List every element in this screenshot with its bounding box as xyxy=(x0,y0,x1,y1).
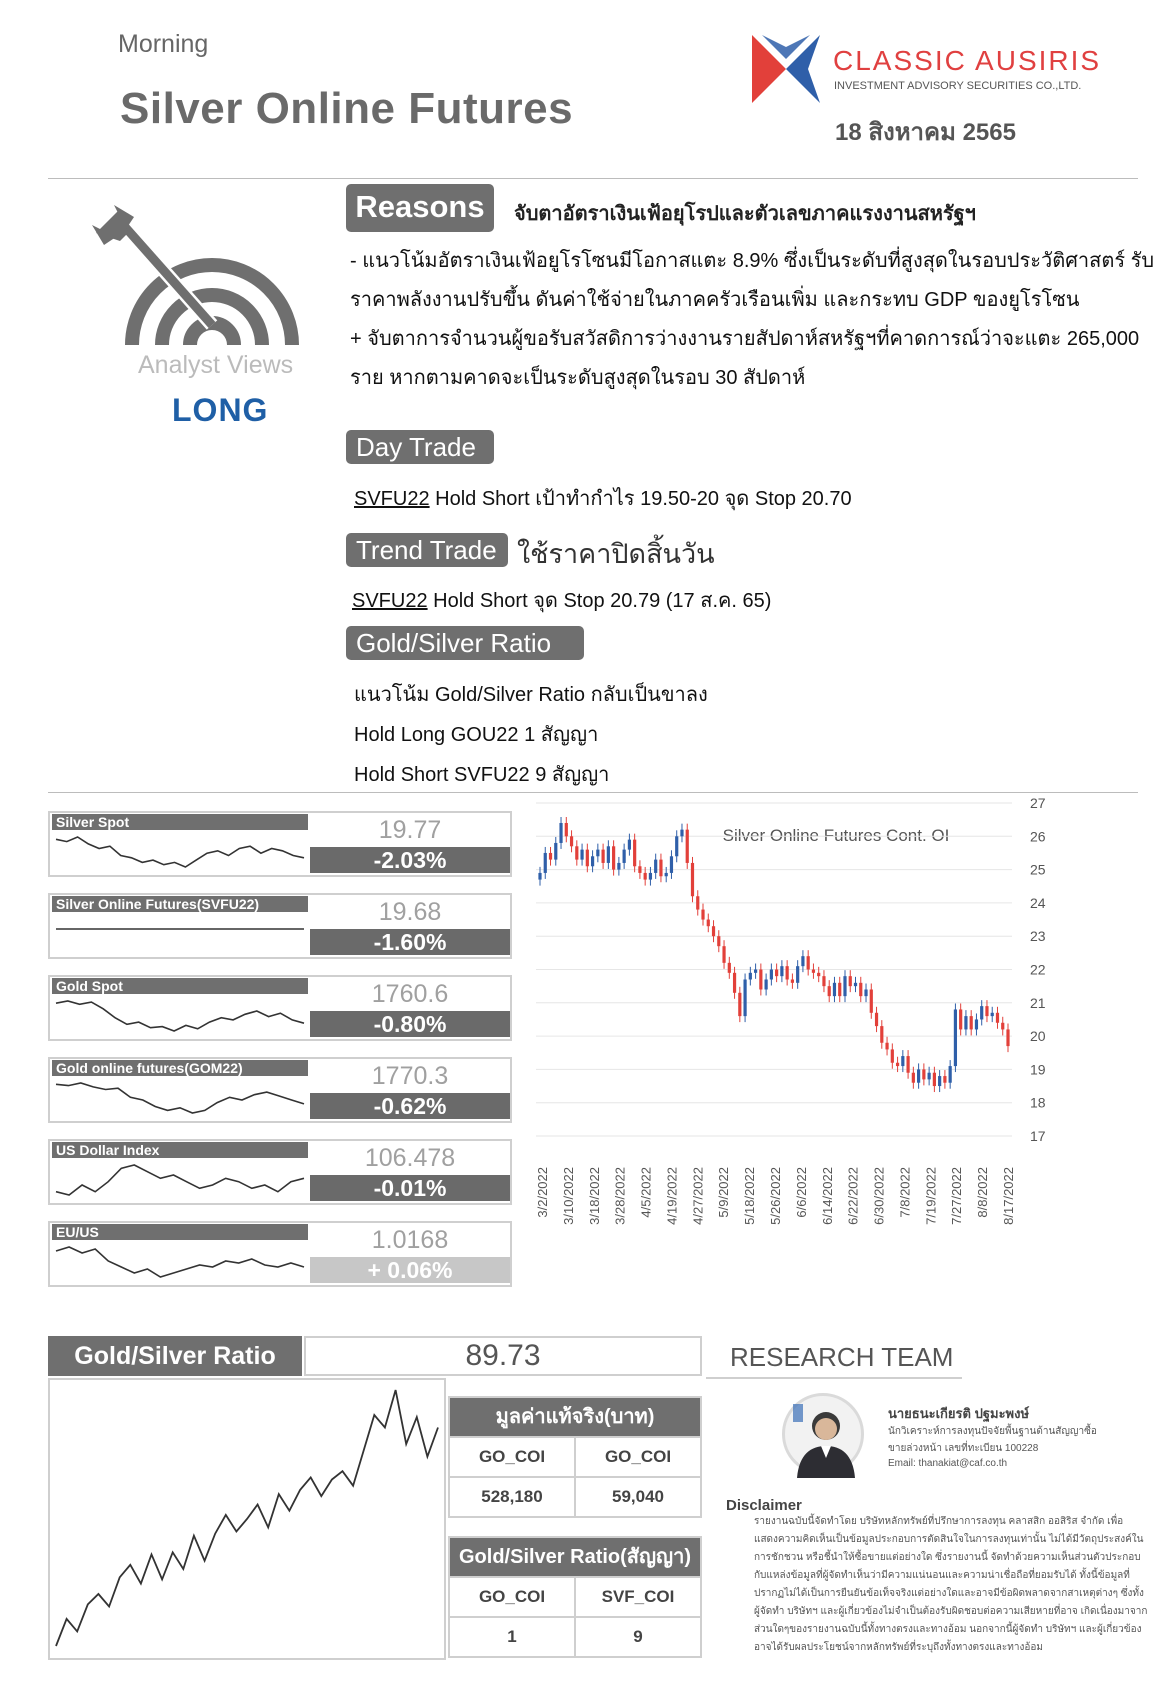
candle-body xyxy=(928,1073,931,1080)
candle-body xyxy=(791,979,794,982)
candle-body xyxy=(696,896,699,909)
analyst-email: Email: thanakiat@caf.co.th xyxy=(888,1458,1008,1469)
market-change: -0.62% xyxy=(310,1093,510,1119)
analyst-license: ขายล่วงหน้า เลขที่ทะเบียน 100228 xyxy=(888,1443,1039,1454)
table-cell: 1 xyxy=(507,1627,517,1646)
candle-body xyxy=(970,1016,973,1029)
ratio-line xyxy=(56,1390,438,1646)
y-tick-label: 27 xyxy=(1030,795,1046,811)
candle-body xyxy=(670,856,673,873)
x-tick-label: 7/27/2022 xyxy=(949,1167,965,1225)
candle-body xyxy=(854,983,857,986)
trend-trade-tag: Trend Trade xyxy=(346,533,508,567)
day-trade-text: Hold Short เป้าทำกำไร 19.50-20 จุด Stop 20.70 xyxy=(429,488,852,510)
disclaimer-line: อาจได้รับผลประโยชน์จากหลักทรัพย์ที่ระบุถึงทั้งทางตรงและทางอ้อม xyxy=(754,1642,1043,1653)
x-tick-label: 4/19/2022 xyxy=(664,1167,680,1225)
y-tick-label: 23 xyxy=(1030,928,1046,945)
research-team-title: RESEARCH TEAM xyxy=(730,1342,954,1372)
header-divider xyxy=(48,178,1138,179)
y-tick-label: 20 xyxy=(1030,1028,1046,1045)
candle-body xyxy=(880,1026,883,1043)
disclaimer-line: รายงานฉบับนี้จัดทำโดย บริษัทหลักทรัพย์ที่ปรึกษาการลงทุน คลาสสิก ออสิริส จำกัด เพื่อ xyxy=(754,1516,1124,1527)
x-tick-label: 4/5/2022 xyxy=(638,1167,654,1218)
day-trade-line xyxy=(354,482,852,514)
market-change: + 0.06% xyxy=(310,1257,510,1283)
candle-body xyxy=(864,989,867,996)
sparkline-path xyxy=(56,837,304,867)
reason-line: + จับตาการจำนวนผู้ขอรับสวัสดิการว่างงานรายสัปดาห์สหรัฐฯที่คาดการณ์ว่าจะแตะ 265,000 xyxy=(350,328,1140,350)
trend-trade-line xyxy=(352,584,771,616)
table-title: Gold/Silver Ratio(สัญญา) xyxy=(450,1538,700,1576)
x-tick-label: 5/18/2022 xyxy=(742,1167,758,1225)
table-title: มูลค่าแท้จริง(บาท) xyxy=(450,1398,700,1436)
x-tick-label: 5/9/2022 xyxy=(716,1167,732,1218)
candle-body xyxy=(644,873,647,880)
reason-line: ราคาพลังงานปรับขึ้น ดันค่าใช้จ่ายในภาคครัวเรือนเพิ่ม และกระทบ GDP ของยูโรโซน xyxy=(350,289,1080,311)
sparkline-path xyxy=(56,1083,304,1113)
market-name: Silver Online Futures(SVFU22) xyxy=(52,896,308,912)
table-cell: 528,180 xyxy=(481,1487,543,1506)
market-box-silver-futures xyxy=(48,893,512,959)
candle-body xyxy=(623,850,626,863)
candle-body xyxy=(817,973,820,976)
table-header-cell: GO_COI xyxy=(574,1438,700,1476)
candle-body xyxy=(580,850,583,860)
company-subtitle: INVESTMENT ADVISORY SECURITIES CO.,LTD. xyxy=(834,80,1082,92)
disclaimer-line: แสดงความคิดเห็นเป็นข้อมูลประกอบการตัดสินใจในการลงทุนเท่านั้น ไม่ได้มีวัตถุประสงค์ใน xyxy=(754,1534,1144,1545)
sparkline-path xyxy=(56,1001,304,1031)
y-tick-label: 21 xyxy=(1030,994,1046,1011)
candle-body xyxy=(980,1006,983,1019)
candle-body xyxy=(1006,1029,1009,1046)
target-arrow-icon xyxy=(92,205,312,355)
candle-body xyxy=(906,1056,909,1073)
candle-body xyxy=(891,1049,894,1062)
table-row xyxy=(450,1616,700,1656)
reason-line: - แนวโน้มอัตราเงินเฟ้อยูโรโซนมีโอกาสแตะ 8.9% ซึ่งเป็นระดับที่สูงสุดในรอบประวัติศาสตร์ รับ xyxy=(350,250,1155,272)
gold-silver-tag: Gold/Silver Ratio xyxy=(346,626,584,660)
x-tick-label: 4/27/2022 xyxy=(690,1167,706,1225)
market-name: Silver Spot xyxy=(52,814,308,830)
market-box-eurusd xyxy=(48,1221,512,1287)
candle-body xyxy=(738,993,741,1016)
session-label: Morning xyxy=(118,30,209,58)
candle-body xyxy=(843,976,846,996)
disclaimer-line: กับแหล่งข้อมูลที่ผู้จัดทำเห็นว่ามีความแน่นอนและความน่าเชื่อถือที่ยอมรับได้ ทั้งนี้ข้อมูลที่ xyxy=(754,1570,1130,1581)
market-box-silver-spot xyxy=(48,811,512,877)
company-logo xyxy=(752,33,1152,109)
market-name: EU/US xyxy=(52,1224,308,1240)
candle-body xyxy=(754,970,757,973)
candle-body xyxy=(707,920,710,927)
candle-body xyxy=(959,1009,962,1029)
candle-body xyxy=(686,830,689,863)
market-name: Gold online futures(GOM22) xyxy=(52,1060,308,1076)
market-sparkline xyxy=(54,997,306,1037)
market-change: -0.01% xyxy=(310,1175,510,1201)
trend-trade-symbol: SVFU22 xyxy=(352,590,428,612)
table-cell: 59,040 xyxy=(574,1478,700,1516)
candle-body xyxy=(743,979,746,1016)
market-price: 1.0168 xyxy=(371,1226,449,1254)
market-price: 1770.3 xyxy=(371,1062,449,1090)
reasons-tag: Reasons xyxy=(346,184,494,232)
analyst-name: นายธนะเกียรติ ปฐมะพงษ์ xyxy=(888,1406,1030,1421)
candle-body xyxy=(896,1063,899,1066)
table-header-cell: GO_COI xyxy=(478,1447,546,1466)
chart-title: Silver Online Futures Cont. OI xyxy=(722,826,950,845)
report-date: 18 สิงหาคม 2565 xyxy=(835,119,1016,146)
candle-body xyxy=(801,956,804,966)
x-tick-label: 3/18/2022 xyxy=(586,1167,602,1225)
y-tick-label: 17 xyxy=(1030,1128,1046,1144)
market-change: -2.03% xyxy=(310,847,510,873)
table-row xyxy=(450,1476,700,1516)
table-cell: 9 xyxy=(574,1618,700,1656)
trend-trade-note: ใช้ราคาปิดสิ้นวัน xyxy=(517,539,715,569)
candle-body xyxy=(575,846,578,859)
candle-body xyxy=(633,840,636,867)
sparkline-path xyxy=(56,1165,304,1195)
candle-body xyxy=(659,860,662,877)
x-tick-label: 6/6/2022 xyxy=(793,1167,809,1218)
y-tick-label: 25 xyxy=(1030,861,1046,878)
market-sparkline xyxy=(54,915,306,955)
x-tick-label: 6/14/2022 xyxy=(819,1167,835,1225)
analyst-avatar xyxy=(782,1393,864,1475)
market-sparkline xyxy=(54,833,306,873)
candle-body xyxy=(554,843,557,860)
market-box-dollar-index xyxy=(48,1139,512,1205)
candle-body xyxy=(722,946,725,963)
x-tick-label: 8/17/2022 xyxy=(1001,1167,1016,1225)
x-tick-label: 8/8/2022 xyxy=(975,1167,991,1218)
x-tick-label: 3/28/2022 xyxy=(612,1167,628,1225)
candle-body xyxy=(933,1073,936,1086)
candle-body xyxy=(870,989,873,1012)
candle-body xyxy=(849,976,852,986)
candle-body xyxy=(733,973,736,993)
candle-body xyxy=(712,926,715,936)
gold-silver-line: แนวโน้ม Gold/Silver Ratio กลับเป็นขาลง xyxy=(354,684,708,706)
candle-body xyxy=(828,986,831,996)
candle-body xyxy=(749,973,752,980)
company-logo-mark xyxy=(752,33,820,105)
candle-body xyxy=(628,840,631,850)
oi-candlestick-chart xyxy=(528,795,1138,1330)
day-trade-symbol: SVFU22 xyxy=(354,488,430,510)
y-tick-label: 19 xyxy=(1030,1061,1046,1078)
market-change: -0.80% xyxy=(310,1011,510,1037)
candle-body xyxy=(885,1043,888,1050)
sparkline-path xyxy=(56,1247,304,1277)
disclaimer-line: ส่วนใดๆของรายงานฉบับนี้ทั้งทางตรงและทางอ้อม นอกจากนี้ผู้จัดทำ บริษัทฯ และผู้เกี่ยวข้อง xyxy=(754,1624,1142,1635)
market-price: 1760.6 xyxy=(371,980,449,1008)
gold-silver-line: Hold Short SVFU22 9 สัญญา xyxy=(354,764,610,786)
x-tick-label: 5/26/2022 xyxy=(768,1167,783,1225)
ratio-contract-table xyxy=(448,1536,702,1658)
candle-body xyxy=(943,1076,946,1083)
research-team-underline xyxy=(706,1377,962,1379)
day-trade-tag: Day Trade xyxy=(346,430,494,464)
candle-body xyxy=(917,1069,920,1082)
candle-body xyxy=(765,979,768,989)
candle-body xyxy=(796,966,799,983)
candle-body xyxy=(607,846,610,863)
gold-silver-ratio-chart xyxy=(48,1378,446,1660)
analyst-position: นักวิเคราะห์การลงทุนปัจจัยพื้นฐานด้านสัญญาซื้อ xyxy=(888,1426,1097,1437)
candle-body xyxy=(775,970,778,977)
candle-body xyxy=(680,830,683,837)
candle-body xyxy=(938,1076,941,1086)
reason-line: ราย หากตามคาดจะเป็นระดับสูงสุดในรอบ 30 สัปดาห์ xyxy=(350,367,806,389)
candle-body xyxy=(964,1016,967,1029)
x-tick-label: 7/8/2022 xyxy=(897,1167,913,1218)
candle-body xyxy=(665,873,668,876)
market-name: Gold Spot xyxy=(52,978,308,994)
market-change: -1.60% xyxy=(310,929,510,955)
candle-body xyxy=(559,823,562,843)
reasons-heading: จับตาอัตราเงินเฟ้อยุโรปและตัวเลขภาคแรงงานสหรัฐฯ xyxy=(514,203,976,225)
market-sparkline xyxy=(54,1243,306,1283)
candle-body xyxy=(586,850,589,867)
table-header-row xyxy=(450,1576,700,1616)
x-tick-label: 6/30/2022 xyxy=(871,1167,887,1225)
candle-body xyxy=(591,856,594,866)
candle-body xyxy=(701,910,704,920)
market-box-gold-futures xyxy=(48,1057,512,1123)
y-tick-label: 18 xyxy=(1030,1094,1046,1111)
disclaimer-title: Disclaimer xyxy=(726,1497,802,1514)
company-name: CLASSIC AUSIRIS xyxy=(833,45,1102,76)
candle-body xyxy=(612,846,615,869)
gold-silver-ratio-value: 89.73 xyxy=(304,1336,702,1376)
candle-body xyxy=(638,866,641,873)
gold-silver-line: Hold Long GOU22 1 สัญญา xyxy=(354,724,599,746)
candle-body xyxy=(912,1073,915,1083)
candle-body xyxy=(954,1009,957,1066)
ratio-line-chart xyxy=(50,1380,444,1658)
market-name: US Dollar Index xyxy=(52,1142,308,1158)
table-header-cell: SVF_COI xyxy=(574,1578,700,1616)
true-value-table xyxy=(448,1396,702,1518)
x-tick-label: 3/2/2022 xyxy=(535,1167,550,1218)
x-tick-label: 7/19/2022 xyxy=(923,1167,939,1225)
disclaimer-line: การชักชวน หรือชี้นำให้ซื้อขายแต่อย่างใด ซึ่งรายงานนี้ จัดทำด้วยความเห็นส่วนตัวประกอบ xyxy=(754,1552,1141,1563)
table-header-cell: GO_COI xyxy=(478,1587,546,1606)
trend-trade-text: Hold Short จุด Stop 20.79 (17 ส.ค. 65) xyxy=(427,590,772,612)
gold-silver-ratio-label: Gold/Silver Ratio xyxy=(48,1336,302,1376)
candle-body xyxy=(654,860,657,873)
candle-body xyxy=(549,853,552,860)
y-tick-label: 22 xyxy=(1030,961,1046,978)
candle-body xyxy=(759,970,762,990)
candle-body xyxy=(565,823,568,836)
candle-body xyxy=(807,956,810,969)
analyst-views-label: Analyst Views xyxy=(138,351,294,379)
person-icon xyxy=(785,1396,867,1478)
candle-body xyxy=(538,873,541,880)
candle-body xyxy=(602,850,605,863)
candle-body xyxy=(838,983,841,996)
x-tick-label: 3/10/2022 xyxy=(560,1167,576,1225)
candle-body xyxy=(996,1013,999,1023)
market-price: 106.478 xyxy=(364,1144,456,1172)
disclaimer-line: ปรากฏไม่ได้เป็นการยืนยันข้อเท็จจริงแต่อย่างใดและอาจมีข้อผิดพลาดจากสาเหตุต่างๆ ซึ่งทั้ง xyxy=(754,1588,1144,1599)
candle-body xyxy=(786,966,789,979)
market-sparkline xyxy=(54,1079,306,1119)
market-price: 19.77 xyxy=(378,816,442,844)
candle-body xyxy=(975,1019,978,1029)
candle-body xyxy=(822,976,825,986)
candle-body xyxy=(649,873,652,880)
y-tick-label: 26 xyxy=(1030,828,1046,845)
market-sparkline xyxy=(54,1161,306,1201)
disclaimer-line: ผู้จัดทำ บริษัทฯ และผู้เกี่ยวข้องไม่จำเป็นต้องรับผิดชอบต่อความเสียหายที่อาจ เกิดเนื่องมาจาก xyxy=(754,1606,1148,1617)
candle-body xyxy=(675,836,678,856)
y-tick-label: 24 xyxy=(1030,894,1046,911)
candle-body xyxy=(901,1056,904,1066)
candle-body xyxy=(859,983,862,996)
candle-body xyxy=(728,963,731,973)
x-tick-label: 6/22/2022 xyxy=(845,1167,861,1225)
candle-body xyxy=(922,1069,925,1079)
page-title: Silver Online Futures xyxy=(120,84,574,133)
market-box-gold-spot xyxy=(48,975,512,1041)
candle-body xyxy=(717,936,720,946)
candle-body xyxy=(833,983,836,996)
candle-body xyxy=(617,863,620,870)
candle-body xyxy=(991,1013,994,1016)
candle-body xyxy=(570,836,573,846)
candle-body xyxy=(691,863,694,896)
candle-body xyxy=(1001,1023,1004,1030)
candle-body xyxy=(812,970,815,973)
candle-body xyxy=(985,1006,988,1016)
analyst-view-value: LONG xyxy=(172,392,269,428)
market-price: 19.68 xyxy=(378,898,442,926)
candle-body xyxy=(875,1013,878,1026)
candle-body xyxy=(780,966,783,976)
table-header-row xyxy=(450,1436,700,1476)
candle-body xyxy=(596,850,599,857)
candle-body xyxy=(544,853,547,873)
candle-body xyxy=(770,970,773,980)
candle-body xyxy=(949,1066,952,1083)
section-divider xyxy=(48,792,1138,793)
